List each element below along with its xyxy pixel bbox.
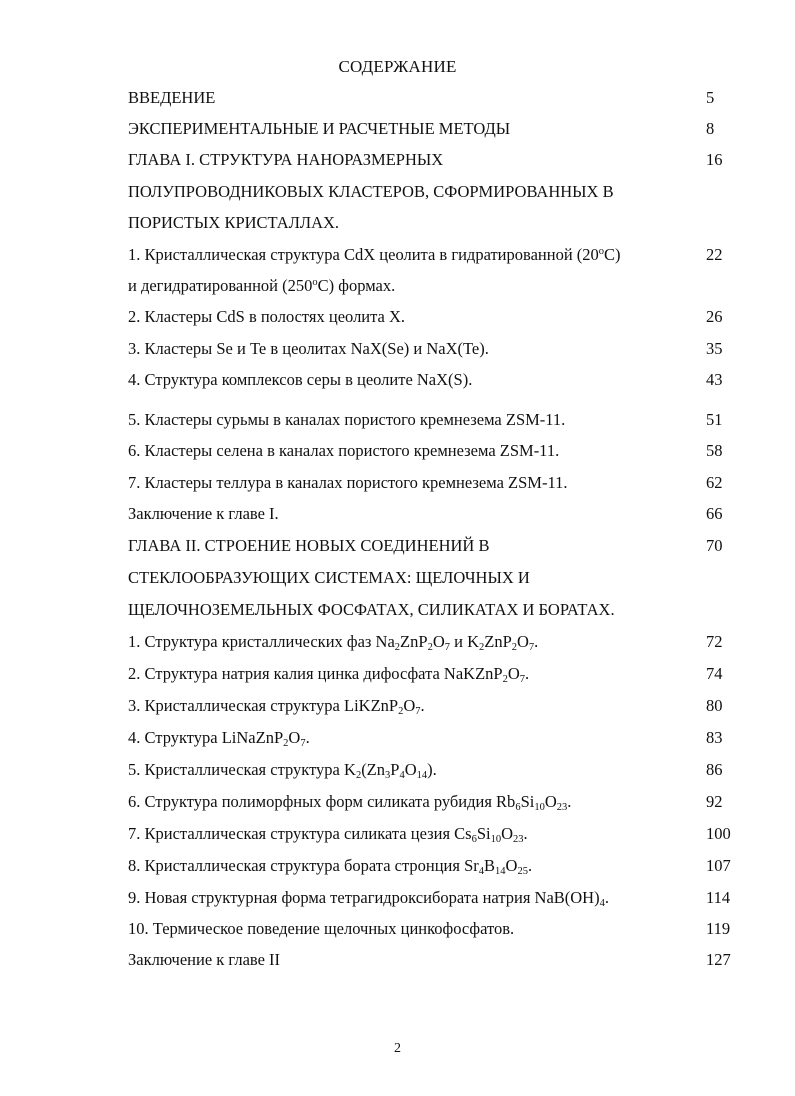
toc-entry-text-part: 8. Кристаллическая структура бората стронция Sr (128, 856, 479, 875)
toc-entry-text: 4. Структура комплексов серы в цеолите NaX(S). (128, 370, 473, 389)
toc-entry-text: ЭКСПЕРИМЕНТАЛЬНЫЕ И РАСЧЕТНЫЕ МЕТОДЫ (128, 119, 511, 138)
toc-entry-text: ПОРИСТЫХ КРИСТАЛЛАХ. (128, 213, 340, 232)
chemical-subscript: 7 (300, 738, 306, 749)
toc-entry-text-part: 7. Кристаллическая структура силиката цезия Cs (128, 824, 472, 843)
toc-entry-text-part: . (523, 824, 528, 843)
toc-entry-page: 86 (706, 760, 723, 779)
toc-entry-page: 8 (706, 119, 715, 138)
toc-entry-text: 6. Кластеры селена в каналах пористого кремнезема ZSM-11. (128, 441, 560, 460)
chemical-subscript: 6 (515, 802, 521, 813)
chemical-subscript: 7 (519, 674, 526, 685)
toc-entry-page: 83 (706, 728, 723, 747)
degree-superscript: o (598, 246, 605, 257)
toc-entry-page: 100 (706, 824, 731, 843)
chemical-subscript: 14 (495, 866, 506, 877)
toc-entry-text (128, 728, 310, 748)
toc-entry-page: 58 (706, 441, 723, 460)
toc-entry-page: 35 (706, 339, 723, 358)
chemical-subscript: 2 (502, 674, 508, 685)
toc-entry-text-part: P (390, 760, 400, 779)
chemical-subscript: 4 (399, 770, 405, 781)
toc-entry-text: 7. Кластеры теллура в каналах пористого кремнезема ZSM-11. (128, 473, 568, 492)
page-number: 2 (394, 1041, 401, 1056)
toc-entry-text-part: . (525, 664, 530, 683)
toc-entry-page: 16 (706, 150, 723, 169)
toc-entry-page: 22 (706, 245, 723, 264)
toc-entry-text-part: 3. Кристаллическая структура LiKZnP (128, 696, 399, 715)
toc-entry-text-part: и дегидратированной (250 (128, 276, 313, 295)
toc-entry-text: 3. Кластеры Se и Te в цеолитах NaX(Se) и NaX(Te). (128, 339, 489, 358)
toc-entry-page: 119 (706, 919, 731, 938)
chemical-subscript: 2 (427, 642, 433, 653)
toc-entry-page: 26 (706, 307, 723, 326)
toc-entry-page: 66 (706, 504, 723, 523)
toc-entry-text-part: O (544, 792, 557, 811)
toc-title: СОДЕРЖАНИЕ (338, 57, 457, 76)
toc-entry-text-part: ZnP (400, 632, 428, 651)
toc-entry-page: 114 (706, 888, 731, 907)
toc-entry-text-part: O (505, 856, 518, 875)
toc-entry-text-part: . (305, 728, 310, 747)
toc-entry-text-part: . (567, 792, 572, 811)
chemical-subscript: 7 (444, 642, 450, 653)
toc-entry-text: СТЕКЛООБРАЗУЮЩИХ СИСТЕМАХ: ЩЕЛОЧНЫХ И (128, 568, 530, 587)
toc-entry-text-part: 4. Структура LiNaZnP (128, 728, 284, 747)
toc-entry-page: 127 (706, 950, 731, 969)
toc-entry-text: Заключение к главе II (128, 950, 281, 969)
toc-entry-text (128, 276, 395, 296)
toc-entry-text: Заключение к главе I. (128, 504, 279, 523)
chemical-subscript: 23 (556, 802, 568, 813)
toc-entry-text-part: . (534, 632, 539, 651)
toc-entry-text-part: O (507, 664, 520, 683)
chemical-subscript: 4 (599, 898, 605, 909)
toc-entry-text (128, 696, 425, 716)
toc-entry-page: 62 (706, 473, 723, 492)
toc-entry-text (128, 888, 609, 908)
chemical-subscript: 4 (478, 866, 485, 877)
toc-entry-text-part: O (288, 728, 301, 747)
chemical-subscript: 14 (416, 770, 428, 781)
toc-entry-text (128, 856, 532, 876)
chemical-subscript: 23 (513, 834, 524, 845)
toc-entry-text-part: (Zn (361, 760, 386, 779)
chemical-subscript: 2 (394, 642, 401, 653)
toc-entry-text-part: C) формах. (317, 276, 396, 295)
chemical-subscript: 7 (415, 706, 421, 717)
toc-entry-page: 80 (706, 696, 723, 715)
toc-entry-text: ГЛАВА II. СТРОЕНИЕ НОВЫХ СОЕДИНЕНИЙ В (128, 536, 490, 555)
toc-entry-text-part: 5. Кристаллическая структура K (128, 760, 356, 779)
toc-entry-text-part: B (484, 856, 496, 875)
toc-entry-text (128, 824, 528, 844)
toc-entry-text: ПОЛУПРОВОДНИКОВЫХ КЛАСТЕРОВ, СФОРМИРОВАННЫХ В (128, 182, 614, 201)
toc-entry-text-part: 1. Кристаллическая структура CdX цеолита в гидратированной (20 (128, 245, 599, 264)
chemical-subscript: 2 (283, 738, 289, 749)
toc-entry-page: 51 (706, 410, 723, 429)
toc-entry-text-part: Si (520, 792, 535, 811)
chemical-subscript: 2 (511, 642, 517, 653)
toc-entry-text-part: . (604, 888, 609, 907)
toc-entry-text-part: 2. Структура натрия калия цинка дифосфата NaKZnP (128, 664, 503, 683)
toc-entry-text (128, 245, 621, 265)
chemical-subscript: 3 (385, 770, 391, 781)
toc-entry-text-part: . (420, 696, 425, 715)
toc-entry-text-part: O (404, 760, 417, 779)
toc-entry-page: 70 (706, 536, 723, 555)
toc-entry-text: ВВЕДЕНИЕ (128, 88, 216, 107)
toc-entry-text-part: O (403, 696, 416, 715)
toc-entry-text (128, 792, 571, 812)
toc-entry-text-part: и K (449, 632, 479, 651)
toc-entry-text-part: O (501, 824, 514, 843)
chemical-subscript: 6 (471, 834, 477, 845)
chemical-subscript: 10 (534, 802, 545, 813)
toc-entry-text-part: ). (427, 760, 437, 779)
toc-entry-page: 72 (706, 632, 723, 651)
toc-entry-text-part: 9. Новая структурная форма тетрагидроксибората натрия NaB(OH) (128, 888, 600, 907)
toc-entry-text-part: C) (604, 245, 621, 264)
toc-entry-text-part: O (432, 632, 445, 651)
degree-superscript: o (312, 277, 318, 288)
toc-entry-page: 92 (706, 792, 723, 811)
chemical-subscript: 2 (478, 642, 485, 653)
chemical-subscript: 2 (398, 706, 404, 717)
toc-entry-text-part: Si (476, 824, 491, 843)
toc-entry-text (128, 760, 437, 780)
toc-entry-text: 10. Термическое поведение щелочных цинкофосфатов. (128, 919, 515, 938)
toc-entry-text-part: 1. Структура кристаллических фаз Na (128, 632, 395, 651)
toc-entry-page: 107 (706, 856, 731, 875)
toc-entry-text: ЩЕЛОЧНОЗЕМЕЛЬНЫХ ФОСФАТАХ, СИЛИКАТАХ И БОРАТАХ. (128, 600, 615, 619)
toc-entry-page: 74 (706, 664, 723, 683)
chemical-subscript: 7 (528, 642, 535, 653)
toc-entry-text: 2. Кластеры CdS в полостях цеолита X. (128, 307, 406, 326)
toc-entry-text-part: ZnP (484, 632, 512, 651)
chemical-subscript: 10 (490, 834, 502, 845)
toc-entry-text-part: 6. Структура полиморфных форм силиката рубидия Rb (128, 792, 516, 811)
toc-entry-text (128, 664, 529, 684)
chemical-subscript: 2 (355, 770, 362, 781)
toc-entry-page: 5 (706, 88, 715, 107)
chemical-subscript: 25 (517, 866, 528, 877)
toc-entry-text-part: . (527, 856, 533, 875)
toc-entry-text: 5. Кластеры сурьмы в каналах пористого кремнезема ZSM-11. (128, 410, 566, 429)
toc-entry-page: 43 (706, 370, 723, 389)
toc-entry-text-part: O (517, 632, 529, 651)
toc-entry-text: ГЛАВА I. СТРУКТУРА НАНОРАЗМЕРНЫХ (128, 150, 444, 169)
toc-entry-text (128, 632, 538, 652)
